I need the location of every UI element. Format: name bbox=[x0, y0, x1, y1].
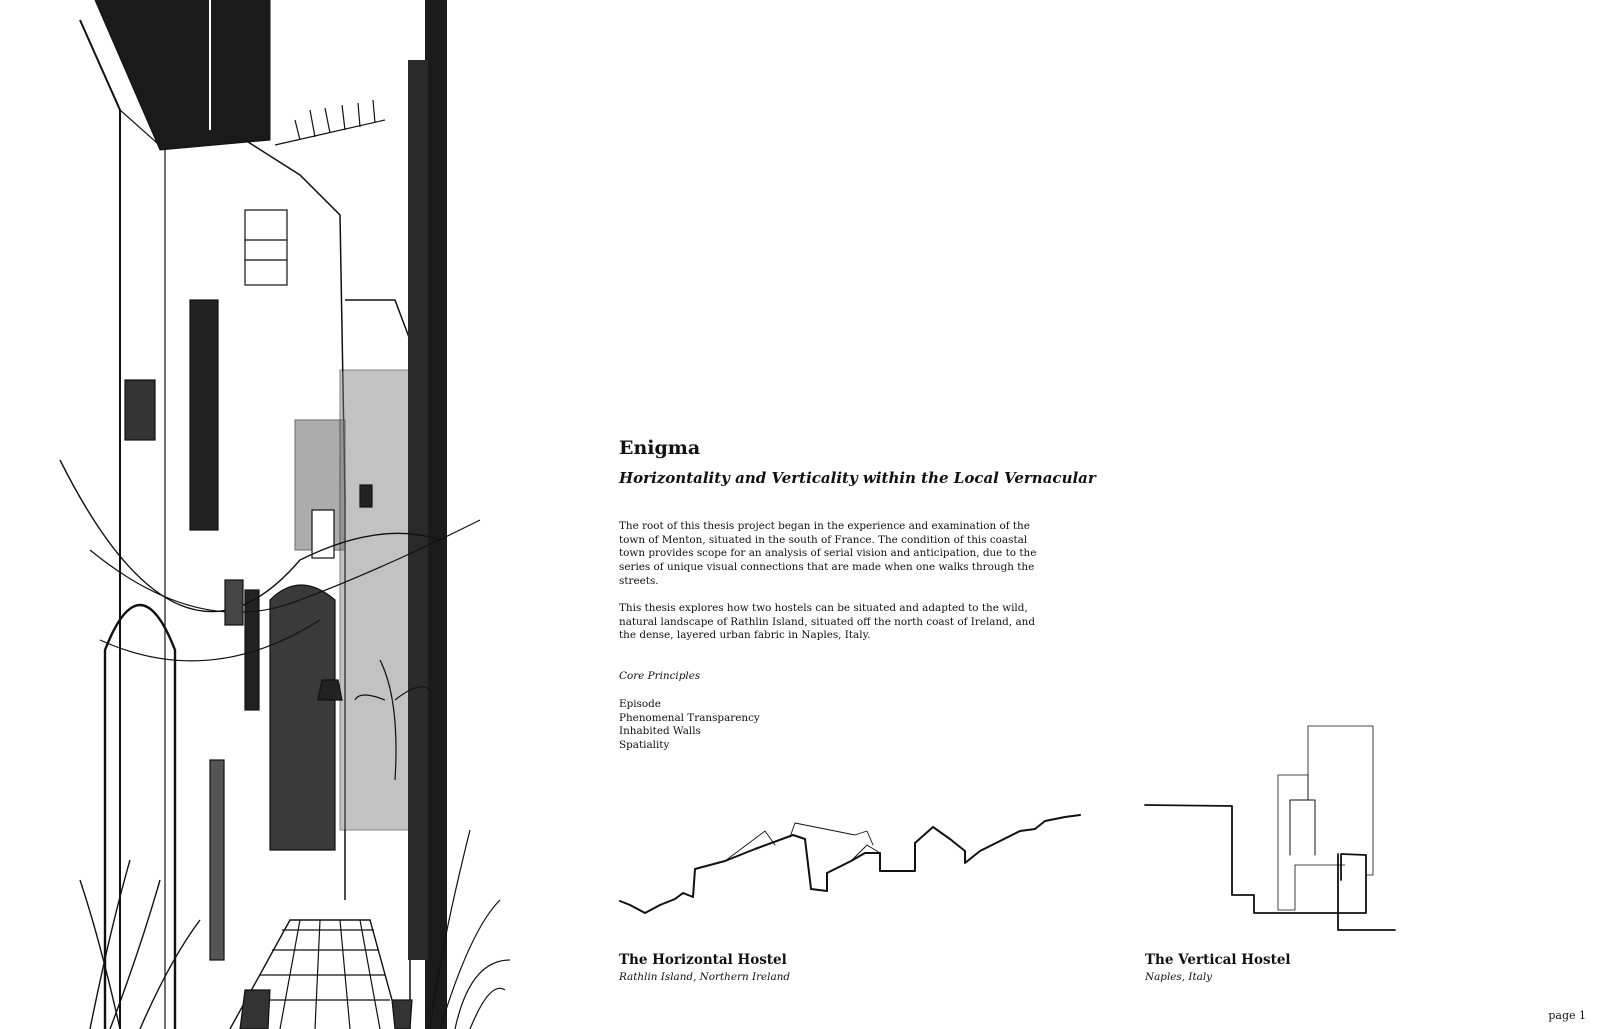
principle-item: Phenomenal Transparency bbox=[619, 711, 760, 724]
core-principles-heading: Core Principles bbox=[619, 670, 701, 682]
thesis-paragraph: This thesis explores how two hostels can be situated and adapted to the wild, natural landscape of Rathlin Island, situated off the north coast of Ireland, and the dense, layered urban fabric in Naples, Italy. bbox=[619, 602, 1035, 642]
intro-paragraph: The root of this thesis project began in the experience and examination of the town of Menton, situated in the south of France. The condition of this coastal town provides scope for an analysis of serial vision and anticipation, due to the series of unique visual connections that are made when one walks through the streets. bbox=[619, 520, 1037, 587]
vertical-hostel-profile-drawing bbox=[1140, 720, 1405, 940]
project-subtitle: Horizontality and Verticality within the Local Vernacular bbox=[619, 469, 1096, 487]
street-sketch-illustration bbox=[0, 0, 520, 1029]
vertical-hostel-name: The Vertical Hostel bbox=[1145, 952, 1291, 968]
horizontal-hostel-location: Rathlin Island, Northern Ireland bbox=[619, 971, 791, 983]
vertical-hostel-location: Naples, Italy bbox=[1145, 971, 1213, 983]
horizontal-hostel-profile-drawing bbox=[615, 805, 1095, 925]
principle-item: Episode bbox=[619, 698, 661, 710]
principle-item: Inhabited Walls bbox=[619, 725, 701, 738]
horizontal-hostel-name: The Horizontal Hostel bbox=[619, 952, 787, 968]
project-title: Enigma bbox=[619, 437, 701, 459]
principle-item: Spatiality bbox=[619, 739, 670, 752]
page-number: page 1 bbox=[1548, 1009, 1586, 1022]
core-principles-list bbox=[619, 698, 760, 753]
